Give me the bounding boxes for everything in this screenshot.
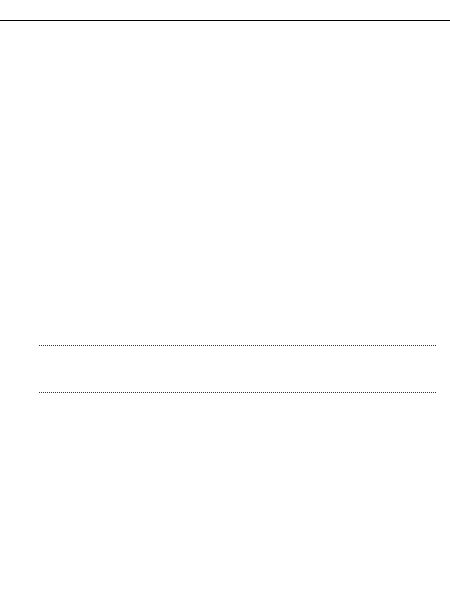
part-5-block [36, 327, 438, 363]
dot-leader [39, 392, 436, 393]
header-rule [0, 20, 450, 21]
part-6-number [36, 374, 438, 392]
part-6-block [36, 374, 438, 410]
running-header [6, 3, 444, 21]
part-5-title-entry[interactable] [36, 345, 438, 363]
part-6-title-entry[interactable] [36, 392, 438, 410]
part-5-number [36, 327, 438, 345]
dot-leader [39, 345, 436, 346]
